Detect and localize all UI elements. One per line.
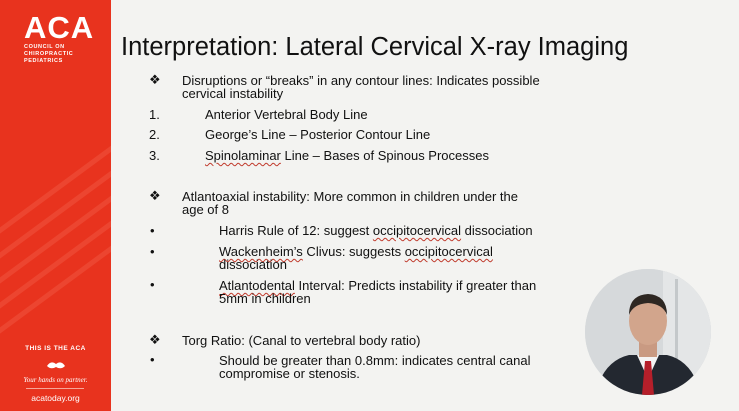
presenter-video-thumbnail[interactable]	[585, 269, 711, 395]
diamond-bullet-icon: ❖	[149, 332, 161, 347]
list-item-text: Line – Bases of Spinous Processes	[280, 148, 489, 163]
list-item	[219, 224, 533, 238]
list-number: 3.	[149, 148, 160, 163]
website-link[interactable]: acatoday.org	[31, 393, 80, 403]
spellcheck-word: occipitocervical	[404, 244, 493, 259]
divider	[26, 388, 84, 389]
spellcheck-word: Spinolaminar	[205, 148, 281, 163]
spellcheck-word: occipitocervical	[372, 223, 462, 238]
diamond-bullet-icon: ❖	[149, 72, 161, 87]
bullet-dot: •	[150, 223, 155, 238]
tagline: THIS IS THE ACA	[25, 345, 86, 352]
sidebar-brand-panel	[0, 0, 111, 411]
list-item-text: Harris Rule of 12: suggest	[219, 223, 373, 238]
list-number: 1.	[149, 107, 160, 122]
section1-text-1: Disruptions or “breaks” in any contour lines: Indicates possible	[182, 73, 540, 88]
section2-text-2: age of 8	[182, 202, 229, 217]
list-item: Should be greater than 0.8mm: indicates central canal	[219, 353, 531, 368]
slide-title: Interpretation: Lateral Cervical X-ray Imaging	[121, 33, 629, 61]
section2-text-1: Atlantoaxial instability: More common in children under the	[182, 189, 519, 204]
aca-logo	[24, 12, 94, 65]
list-item-continuation: dissociation	[219, 257, 287, 272]
bullet-dot: •	[150, 352, 155, 367]
presenter-icon	[585, 269, 711, 395]
section1-text-2: cervical instability	[182, 86, 284, 101]
hands-icon	[45, 356, 67, 372]
list-item	[205, 149, 489, 163]
list-item: George’s Line – Posterior Contour Line	[205, 127, 431, 142]
spellcheck-word: Wackenheim’s	[219, 244, 303, 259]
list-item-continuation: compromise or stenosis.	[219, 366, 360, 381]
diamond-bullet-icon: ❖	[149, 188, 161, 203]
partner-tagline: Your hands on partner.	[23, 376, 88, 384]
logo-sub-3: PEDIATRICS	[24, 58, 63, 64]
list-item-text: Clivus: suggests	[302, 244, 405, 259]
list-item-continuation: 5mm in children	[219, 291, 311, 306]
logo-sub-1: COUNCIL ON	[24, 44, 65, 50]
list-item-text: dissociation	[461, 223, 533, 238]
logo-sub-2: CHIROPRACTIC	[24, 51, 74, 57]
section3-text: Torg Ratio: (Canal to vertebral body ratio)	[182, 333, 421, 348]
spellcheck-word: Atlantodental	[219, 278, 295, 293]
logo-text: ACA	[24, 10, 95, 45]
bullet-dot: •	[150, 277, 155, 292]
bullet-dot: •	[150, 244, 155, 259]
list-number: 2.	[149, 127, 160, 142]
list-item-text: Interval: Predicts instability if greater than	[294, 278, 537, 293]
list-item: Anterior Vertebral Body Line	[205, 107, 368, 122]
